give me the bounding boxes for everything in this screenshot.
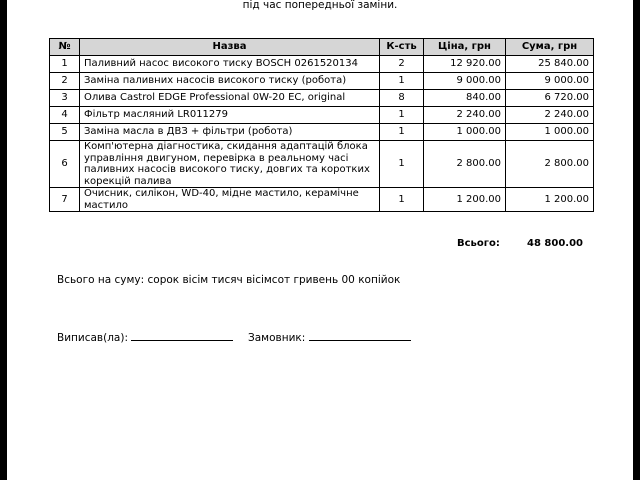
column-header-qty: К-сть xyxy=(380,39,424,56)
total-value: 48 800.00 xyxy=(527,238,583,249)
customer-signature xyxy=(248,330,411,344)
row-quantity: 1 xyxy=(380,73,424,90)
total-label: Всього: xyxy=(457,238,500,249)
row-quantity: 8 xyxy=(380,90,424,107)
table-row xyxy=(50,107,594,124)
row-name-line: Олива Castrol EDGE Professional 0W-20 EC, original xyxy=(84,92,346,104)
table-row xyxy=(50,188,594,212)
table-row xyxy=(50,90,594,107)
row-sum: 2 800.00 xyxy=(506,141,594,188)
row-price: 840.00 xyxy=(424,90,506,107)
row-name-line: мастило xyxy=(84,199,129,211)
column-header-sum: Сума, грн xyxy=(506,39,594,56)
amount-in-words: Всього на суму: сорок вісім тисяч вісімсот гривень 00 копійок xyxy=(57,274,401,286)
items-table xyxy=(49,38,594,212)
row-price: 2 240.00 xyxy=(424,107,506,124)
row-sum: 1 000.00 xyxy=(506,124,594,141)
column-header-price: Ціна, грн xyxy=(424,39,506,56)
issued-by-signature xyxy=(57,330,233,344)
row-price: 2 800.00 xyxy=(424,141,506,188)
row-name-line: Заміна паливних насосів високого тиску (робота) xyxy=(84,75,347,87)
invoice-page xyxy=(7,0,633,480)
row-number: 3 xyxy=(50,90,80,107)
issued-by-label: Виписав(ла): xyxy=(57,332,128,344)
row-price: 1 000.00 xyxy=(424,124,506,141)
row-sum: 1 200.00 xyxy=(506,188,594,212)
row-name xyxy=(80,124,380,141)
row-quantity: 1 xyxy=(380,107,424,124)
row-quantity: 1 xyxy=(380,124,424,141)
row-number: 5 xyxy=(50,124,80,141)
row-name-line: Заміна масла в ДВЗ + фільтри (робота) xyxy=(84,126,293,138)
customer-line xyxy=(309,330,411,341)
row-number: 7 xyxy=(50,188,80,212)
row-name xyxy=(80,73,380,90)
row-sum: 25 840.00 xyxy=(506,56,594,73)
row-sum: 9 000.00 xyxy=(506,73,594,90)
row-quantity: 2 xyxy=(380,56,424,73)
row-number: 6 xyxy=(50,141,80,188)
table-body xyxy=(50,56,594,212)
row-name-line: Очисник, силікон, WD-40, мідне мастило, керамічне xyxy=(84,188,359,199)
row-name xyxy=(80,188,380,212)
row-number: 4 xyxy=(50,107,80,124)
row-name-line: управління двигуном, перевірка в реальному часі xyxy=(84,152,349,164)
row-name-line: Паливний насос високого тиску BOSCH 0261520134 xyxy=(84,58,358,70)
row-name xyxy=(80,141,380,188)
row-quantity: 1 xyxy=(380,188,424,212)
table-header-row xyxy=(50,39,594,56)
row-quantity: 1 xyxy=(380,141,424,188)
row-number: 1 xyxy=(50,56,80,73)
column-header-number: № xyxy=(50,39,80,56)
row-number: 2 xyxy=(50,73,80,90)
row-name-line: паливних насосів високого тиску, довгих та коротких xyxy=(84,164,370,175)
row-name xyxy=(80,56,380,73)
row-name xyxy=(80,107,380,124)
row-name-line: Комп'ютерна діагностика, скидання адаптацій блока xyxy=(84,141,368,152)
column-header-name: Назва xyxy=(80,39,380,56)
row-price: 1 200.00 xyxy=(424,188,506,212)
row-name-line: Фільтр масляний LR011279 xyxy=(84,109,229,121)
table-row xyxy=(50,73,594,90)
row-sum: 2 240.00 xyxy=(506,107,594,124)
table-row xyxy=(50,124,594,141)
customer-label: Замовник: xyxy=(248,332,306,344)
table-row xyxy=(50,141,594,188)
row-price: 12 920.00 xyxy=(424,56,506,73)
row-name-line: корекцій палива xyxy=(84,175,172,187)
row-price: 9 000.00 xyxy=(424,73,506,90)
row-sum: 6 720.00 xyxy=(506,90,594,107)
header-note: під час попередньої заміни. xyxy=(242,0,398,11)
row-name xyxy=(80,90,380,107)
table-row xyxy=(50,56,594,73)
issued-by-line xyxy=(131,330,233,341)
